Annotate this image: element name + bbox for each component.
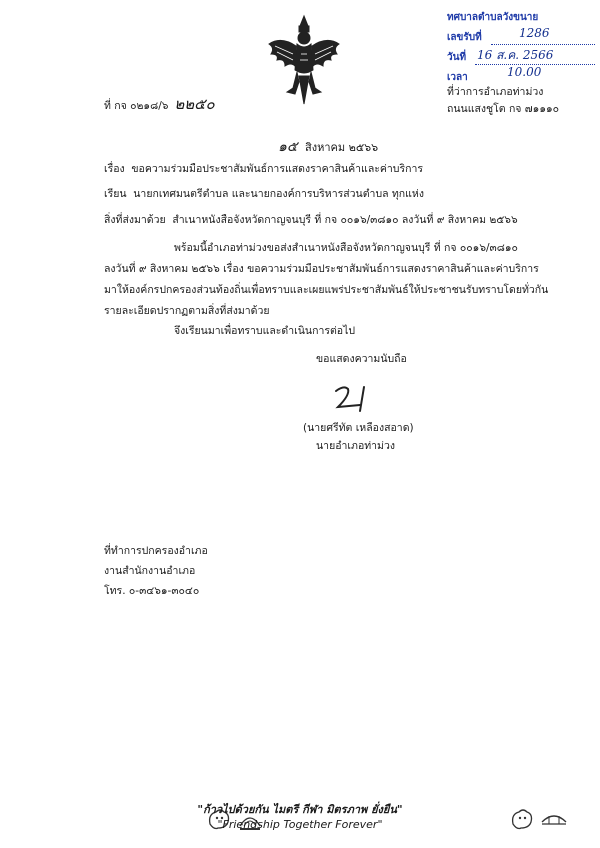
body-paragraph [104, 238, 549, 322]
stamp-date-value: 16 ส.ค. 2566 [477, 48, 554, 62]
attachment-text: สำเนาหนังสือจังหวัดกาญจนบุรี ที่ กจ ๐๐๑๖/๓๘๑๐ ลงวันที่ ๙ สิงหาคม ๒๕๖๖ [172, 214, 518, 226]
footer-slogan-thai: "ก้าวไปด้วยกัน ไมตรี กีฬา มิตรภาพ ยั่งยืน" [197, 803, 403, 816]
contact-phone: โทร. ๐-๓๔๖๑-๓๐๔๐ [104, 585, 200, 597]
attachment-line [104, 211, 518, 228]
signer-position: นายอำเภอท่าม่วง [316, 440, 396, 452]
sender-address-line1: ที่ว่าการอำเภอท่าม่วง [447, 86, 544, 98]
contact-section: งานสำนักงานอำเภอ [104, 565, 196, 577]
recipient-text: นายกเทศมนตรีตำบล และนายกองค์การบริหารส่วนตำบล ทุกแห่ง [133, 188, 424, 200]
stamp-recv-label: เลขรับที่ [447, 32, 482, 43]
body-line-2: ลงวันที่ ๙ สิงหาคม ๒๕๖๖ เรื่อง ขอความร่วมมือประชาสัมพันธ์การแสดงราคาสินค้าและค่าบริการ [104, 263, 539, 275]
date-month-year: สิงหาคม ๒๕๖๖ [304, 141, 379, 154]
recipient-line [104, 185, 424, 202]
contact-office: ที่ทำการปกครองอำเภอ [104, 545, 208, 557]
garuda-emblem [263, 14, 345, 106]
date-day-handwritten: ๑๕ [278, 139, 298, 155]
stamp-time-value: 10.00 [507, 65, 542, 79]
stamp-time-label: เวลา [447, 72, 468, 83]
body-line-3: มาให้องค์กรปกครองส่วนท้องถิ่นเพื่อทราบและเผยแพร่ประชาสัมพันธ์ให้ประชาชนรับทราบโดยทั่วกัน [104, 284, 549, 296]
doc-number-label: ที่ กจ ๐๒๑๘/๖ [104, 100, 169, 112]
subject-text: ขอความร่วมมือประชาสัมพันธ์การแสดงราคาสินค้าและค่าบริการ [131, 163, 424, 175]
body-line-4: รายละเอียดปรากฏตามสิ่งที่ส่งมาด้วย [104, 305, 270, 317]
sender-address-line2: ถนนแสงชูโต กจ ๗๑๑๑๐ [447, 103, 560, 115]
recipient-label: เรียน [104, 188, 127, 200]
doc-number-handwritten: ๒๒๕๐ [174, 95, 215, 113]
subject-label: เรื่อง [104, 163, 125, 175]
doc-number [104, 92, 215, 116]
closing-line: จึงเรียนมาเพื่อทราบและดำเนินการต่อไป [174, 325, 356, 337]
footer-slogan-english: "Friendship Together Forever" [217, 818, 383, 831]
subject-line [104, 160, 423, 177]
stamp-recv-no: 1286 [519, 26, 550, 40]
body-line-1: พร้อมนี้อำเภอท่าม่วงขอส่งสำเนาหนังสือจังหวัดกาญจนบุรี ที่ กจ ๐๐๑๖/๓๘๑๐ [174, 242, 518, 254]
letter-date [278, 136, 378, 158]
stamp-org: ทศบาลตำบลวังขนาย [447, 12, 539, 23]
regards-text: ขอแสดงความนับถือ [316, 353, 407, 365]
signer-name: (นายศรีทัต เหลืองสอาด) [303, 422, 414, 434]
attachment-label: สิ่งที่ส่งมาด้วย [104, 214, 166, 226]
signature [330, 383, 380, 413]
receipt-stamp [447, 8, 595, 83]
stamp-date-label: วันที่ [447, 52, 467, 63]
